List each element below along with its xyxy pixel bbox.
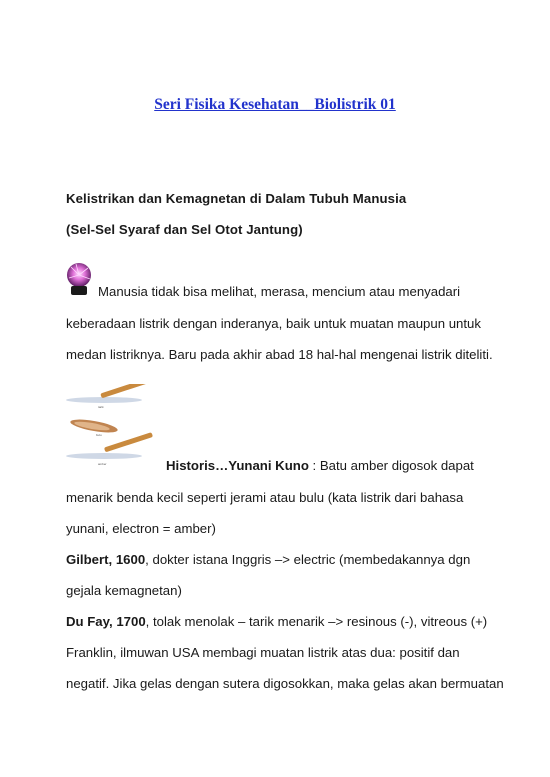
svg-text:tarik: tarik: [98, 405, 104, 409]
paragraph-line: Franklin, ilmuwan USA membagi muatan listrik atas dua: positif dan: [66, 645, 460, 660]
paragraph-line: medan listriknya. Baru pada akhir abad 18 hal-hal mengenai listrik diteliti.: [66, 347, 493, 362]
paragraph-line-gilbert: [66, 552, 470, 567]
paragraph-line: gejala kemagnetan): [66, 583, 182, 598]
svg-text:bulu: bulu: [96, 433, 102, 437]
document-title: Seri Fisika Kesehatan__Biolistrik 01: [154, 96, 396, 113]
historis-text: : Batu amber digosok dapat: [308, 458, 474, 473]
paragraph-line-dufay: [66, 614, 487, 629]
plasma-ball-image: [64, 262, 94, 296]
section-subheading: (Sel-Sel Syaraf dan Sel Otot Jantung): [66, 222, 303, 237]
paragraph-line: negatif. Jika gelas dengan sutera digosokkan, maka gelas akan bermuatan: [66, 676, 504, 691]
section-heading: Kelistrikan dan Kemagnetan di Dalam Tubuh Manusia: [66, 191, 407, 206]
paragraph-line-historis: [166, 458, 474, 473]
gilbert-text: , dokter istana Inggris –> electric (membedakannya dgn: [145, 552, 471, 567]
amber-attraction-illustration: [64, 384, 164, 468]
paragraph-line: yunani, electron = amber): [66, 521, 216, 536]
svg-text:amber: amber: [98, 462, 107, 466]
historis-label: Historis…Yunani Kuno: [166, 458, 309, 473]
dufay-text: , tolak menolak – tarik menarik –> resinous (-), vitreous (+): [145, 614, 488, 629]
paragraph-line: Manusia tidak bisa melihat, merasa, mencium atau menyadari: [98, 284, 461, 299]
dufay-label: Du Fay, 1700: [66, 614, 146, 629]
paragraph-line: menarik benda kecil seperti jerami atau bulu (kata listrik dari bahasa: [66, 490, 464, 505]
gilbert-label: Gilbert, 1600: [66, 552, 146, 567]
paragraph-line: keberadaan listrik dengan inderanya, baik untuk muatan maupun untuk: [66, 316, 481, 331]
